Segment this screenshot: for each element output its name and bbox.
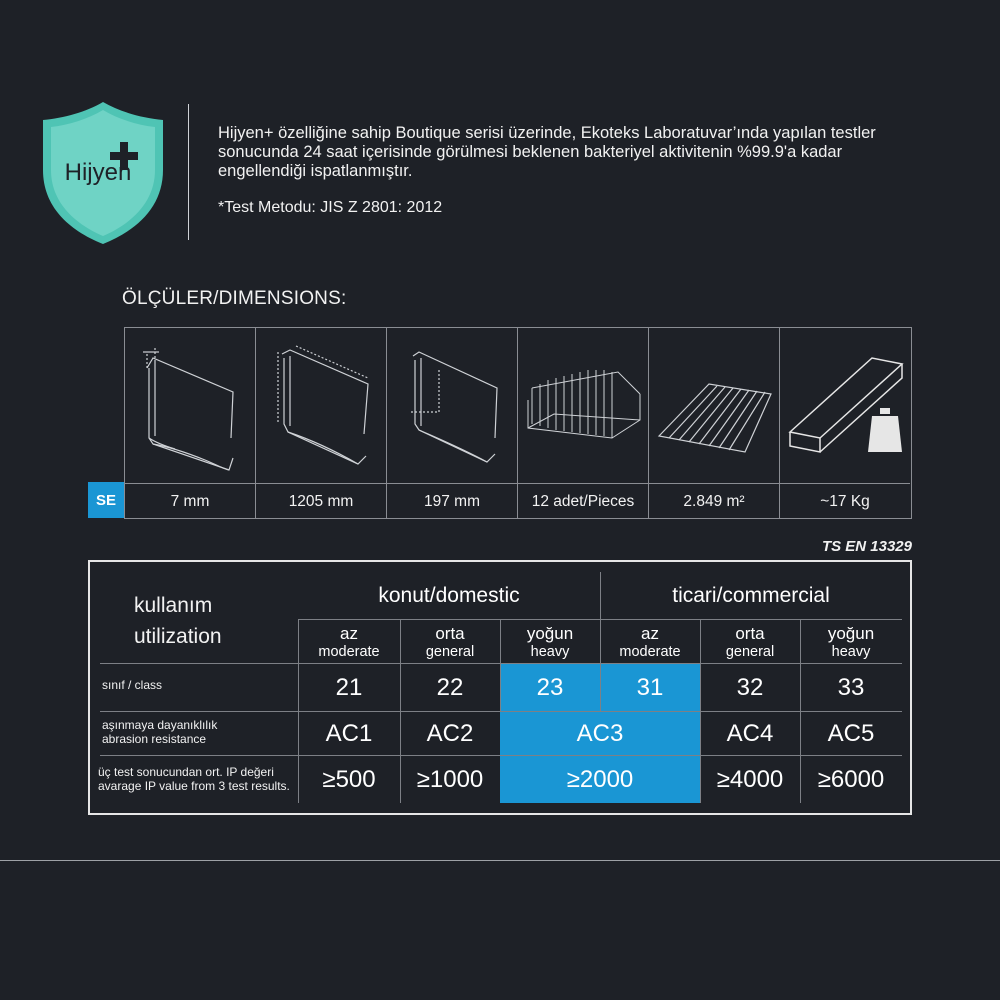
class-label: sınıf / class: [102, 678, 163, 692]
intro-text: [218, 124, 988, 181]
badge-text: Hijyen: [64, 159, 132, 186]
intro-line-3: engellendiği ispatlanmıştır.: [218, 162, 413, 180]
level-header: orta general: [425, 623, 475, 660]
dim-area: [649, 328, 780, 518]
utilization-title: kullanım utilization: [134, 594, 222, 648]
ip-cell: ≥500: [322, 765, 376, 793]
intro-line-2: sonucunda 24 saat içerisinde görülmesi beklenen bakteriyel aktivitenin %99.9'a kadar: [218, 143, 843, 161]
dim-thickness: [125, 328, 256, 518]
abrasion-cell: AC2: [426, 719, 474, 747]
class-cell: 33: [837, 673, 865, 701]
intro-line-1: Hijyen+ özelliğine sahip Boutique serisi üzerinde, Ekoteks Laboratuvar’ında yapılan testler: [218, 124, 876, 142]
utilization-table: [88, 560, 912, 815]
ip-cell: ≥6000: [817, 765, 885, 793]
level-header: az moderate: [318, 623, 380, 660]
class-cell: 21: [335, 673, 363, 701]
panel-width-icon: [387, 328, 517, 483]
level-header: az moderate: [619, 623, 681, 660]
group-commercial: ticari/commercial: [672, 584, 830, 607]
bottom-separator: [0, 860, 1000, 861]
class-cell: 32: [736, 673, 764, 701]
panel-thickness-icon: [125, 328, 255, 483]
dim-pieces: [518, 328, 649, 518]
panel-length-icon: [256, 328, 386, 483]
dim-value: 7 mm: [125, 483, 255, 519]
level-header: yoğun heavy: [827, 623, 875, 660]
abrasion-cell: AC5: [827, 719, 875, 747]
dim-value: 12 adet/Pieces: [518, 483, 648, 519]
class-cell: 23: [536, 673, 564, 701]
se-badge: SE: [88, 482, 124, 518]
ip-cell: ≥4000: [716, 765, 784, 793]
ip-label: üç test sonucundan ort. IP değeri avarage IP value from 3 test results.: [98, 765, 290, 793]
test-method: *Test Metodu: JIS Z 2801: 2012: [218, 199, 443, 216]
dimensions-table: [124, 327, 912, 519]
weight-icon: [780, 328, 910, 483]
dim-length: [256, 328, 387, 518]
dim-value: 197 mm: [387, 483, 517, 519]
dimensions-title: ÖLÇÜLER/DIMENSIONS:: [122, 288, 347, 309]
abrasion-cell: AC3: [576, 719, 624, 747]
dim-value: ~17 Kg: [780, 483, 910, 519]
abrasion-label: aşınmaya dayanıklılık abrasion resistance: [102, 718, 218, 746]
abrasion-cell: AC1: [325, 719, 373, 747]
ip-cell: ≥1000: [416, 765, 484, 793]
dim-value: 1205 mm: [256, 483, 386, 519]
panel-area-icon: [649, 328, 779, 483]
dim-width: [387, 328, 518, 518]
class-cell: 22: [436, 673, 464, 701]
dim-weight: [780, 328, 911, 518]
divider-line: [188, 104, 189, 240]
group-domestic: konut/domestic: [378, 584, 520, 607]
ip-cell: ≥2000: [566, 765, 634, 793]
abrasion-cell: AC4: [726, 719, 774, 747]
level-header: orta general: [725, 623, 775, 660]
dim-value: 2.849 m²: [649, 483, 779, 519]
class-cell: 31: [636, 673, 664, 701]
hygiene-shield-icon: [38, 98, 168, 246]
panel-stack-icon: [518, 328, 648, 483]
level-header: yoğun heavy: [526, 623, 574, 660]
standard-label: TS EN 13329: [821, 538, 912, 555]
